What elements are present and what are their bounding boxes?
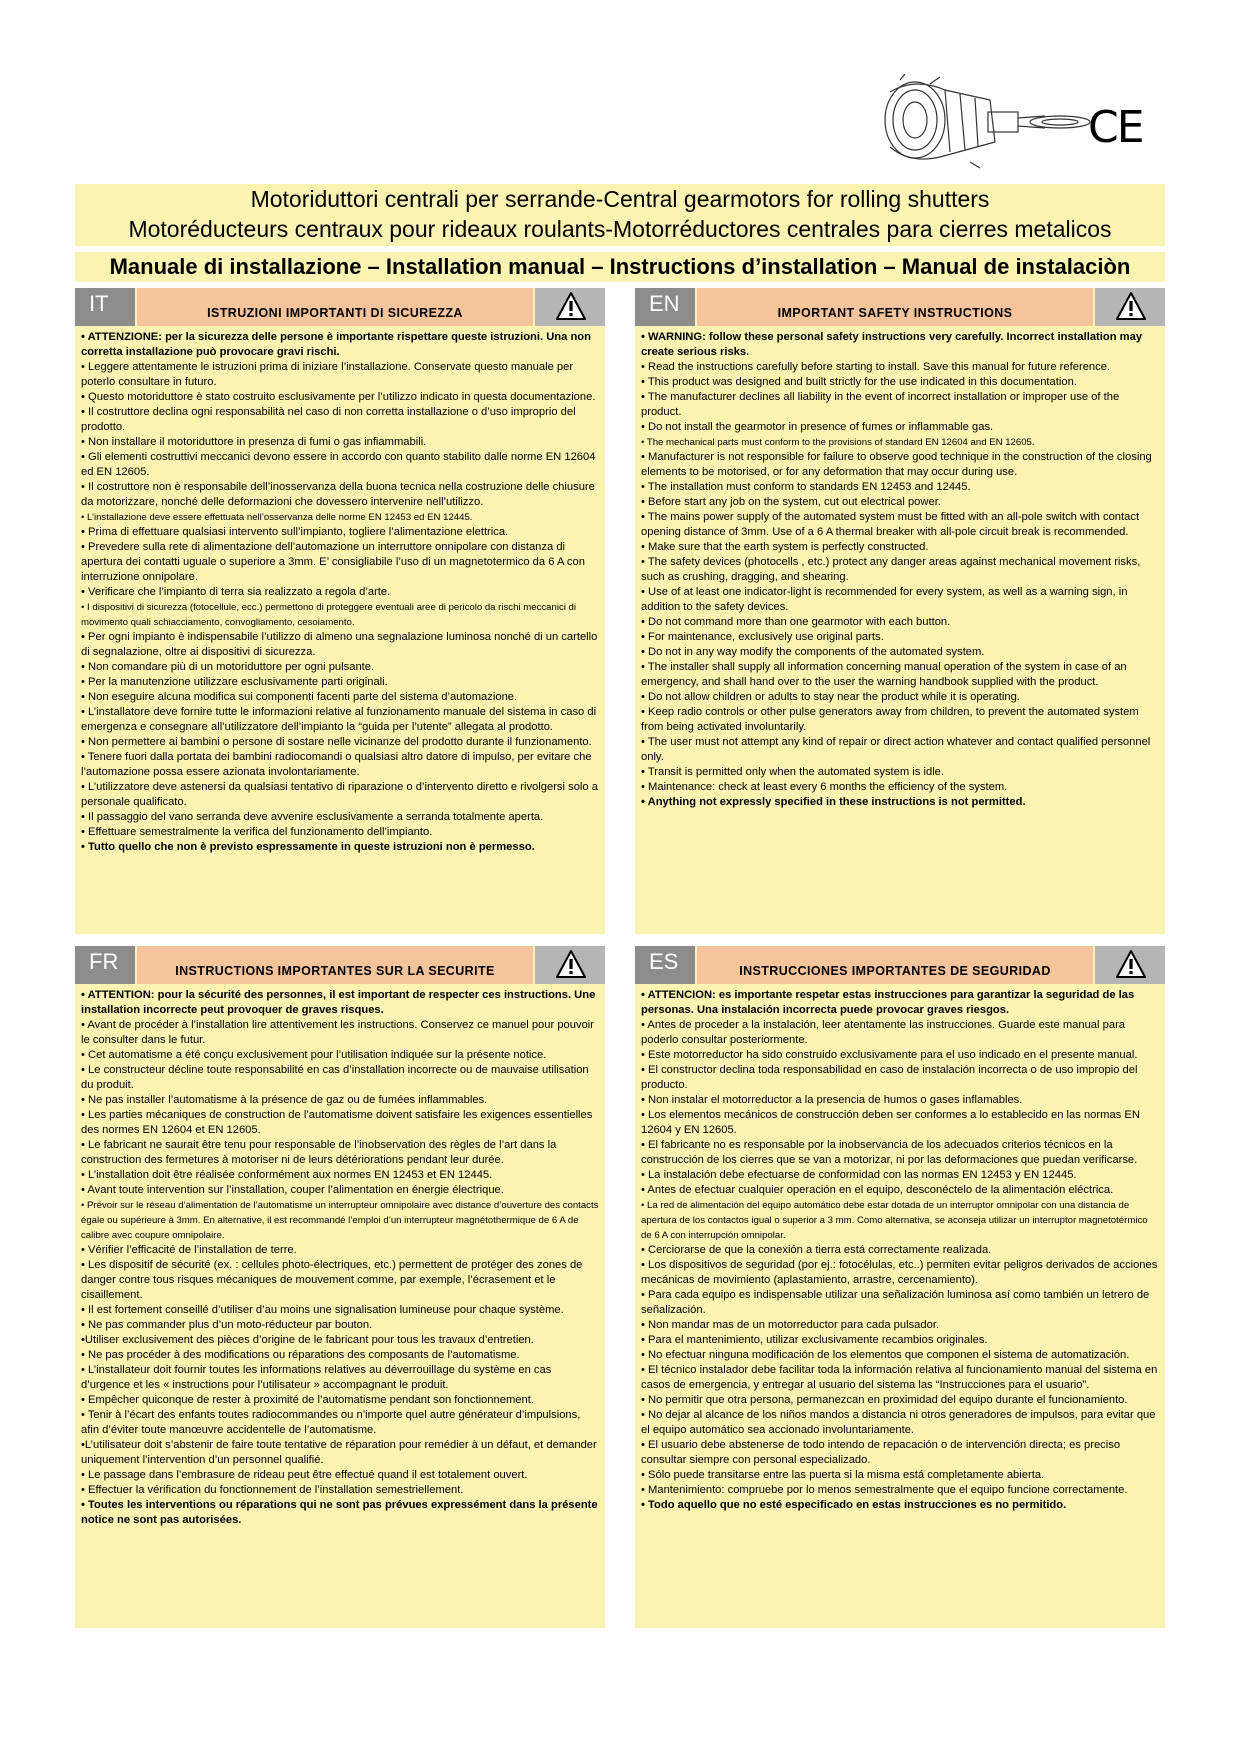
section-body <box>635 984 1165 1519</box>
instruction-item: • Cet automatisme a été conçu exclusivement pour l’utilisation indiquée sur la présente notice. <box>81 1049 547 1061</box>
instruction-item: • L’installation doit être réalisée conformément aux normes EN 12453 et EN 12445. <box>81 1169 493 1181</box>
warning-box <box>1095 288 1165 326</box>
instruction-item: • Before start any job on the system, cut out electrical power. <box>641 496 941 508</box>
instruction-item: • Sólo puede transitarse entre las puerta si la misma está completamente abierta. <box>641 1469 1045 1481</box>
instruction-item: • Non mandar mas de un motorreductor para cada pulsador. <box>641 1319 940 1331</box>
header-graphics <box>870 72 1160 172</box>
instruction-item: • Le constructeur décline toute responsabilité en cas d’installation incorrecte ou de mauvaise utilisation du produit. <box>81 1064 589 1091</box>
gearmotor-illustration <box>870 72 1095 172</box>
instruction-item: • Antes de proceder a la instalación, leer atentamente las instrucciones. Guarde este manual para poderlo consultar posteriormente. <box>641 1019 1126 1046</box>
instruction-item: • The installer shall supply all information concerning manual operation of the system in case of an emergency, and shall hand over to the user the warning handbook supplied with the product. <box>641 661 1127 688</box>
instruction-item: • No dejar al alcance de los niños mandos a distancia ni otros generadores de impulsos, para evitar que el equipo automático sea accionado involuntariamente. <box>641 1409 1156 1436</box>
instruction-item: • El constructor declina toda responsabilidad en caso de instalación incorrecta o de uso impropio del producto. <box>641 1064 1138 1091</box>
instruction-item: • Este motorreductor ha sido construido exclusivamente para el uso indicado en el presente manual. <box>641 1049 1138 1061</box>
instruction-item: • ATTENTION: pour la sécurité des personnes, il est important de respecter ces instructions. Une installation incorrecte peut provoquer de graves risques. <box>81 989 596 1016</box>
instruction-item: • Avant toute intervention sur l’installation, couper l’alimentation en énergie électrique. <box>81 1184 504 1196</box>
instruction-item: • Los dispositivos de seguridad (por ej.: fotocélulas, etc..) permiten evitar peligros derivados de acciones mecánicas de movimiento (aplastamiento, arrastre, cercenamiento). <box>641 1259 1158 1286</box>
section-en <box>635 288 1165 934</box>
instruction-item: • El fabricante no es responsable por la inobservancia de los adecuados criterios técnicos en la construcción de los cierres que se van a motorizar, ni por las deformaciones que puedan verificarse. <box>641 1139 1138 1166</box>
instruction-item: • Ne pas installer l’automatisme à la présence de gaz ou de fumées inflammables. <box>81 1094 488 1106</box>
instruction-item: • Verificare che l’impianto di terra sia realizzato a regola d’arte. <box>81 586 391 598</box>
subtitle-band <box>75 252 1165 282</box>
language-code: ES <box>635 946 695 984</box>
section-header <box>635 946 1165 984</box>
instruction-item: • Vérifier l’efficacité de l’installation de terre. <box>81 1244 297 1256</box>
instruction-item: • The safety devices (photocells , etc.) protect any danger areas against mechanical movement risks, such as crushing, dragging, and shearing. <box>641 556 1141 583</box>
instruction-item: • Leggere attentamente le istruzioni prima di iniziare l’installazione. Conservate questo manuale per poterlo consultare in futuro. <box>81 361 574 388</box>
instruction-item: • The mechanical parts must conform to the provisions of standard EN 12604 and EN 12605. <box>641 437 1035 448</box>
instruction-item: • Manufacturer is not responsible for failure to observe good technique in the construction of the closing elements to be motorised, or for any deformation that may occur during use. <box>641 451 1152 478</box>
instruction-item: • Ne pas commander plus d’un moto-réducteur par bouton. <box>81 1319 373 1331</box>
instruction-item: • No permitir que otra persona, permanezcan en proximidad del equipo durante el funcionamiento. <box>641 1394 1128 1406</box>
instruction-item: • Do not in any way modify the components of the automated system. <box>641 646 985 658</box>
instruction-item: • ATTENCION: es importante respetar estas instrucciones para garantizar la seguridad de las personas. Una instalación incorrecta puede provocar graves riesgos. <box>641 989 1135 1016</box>
section-heading: INSTRUCCIONES IMPORTANTES DE SEGURIDAD <box>697 946 1093 984</box>
instruction-item: •Utiliser exclusivement des pièces d’origine de le fabricant pour tous les travaux d’entretien. <box>81 1334 534 1346</box>
instruction-item: • Cerciorarse de que la conexión a tierra está correctamente realizada. <box>641 1244 992 1256</box>
instruction-item: • Non eseguire alcuna modifica sui componenti facenti parte del sistema d’automazione. <box>81 691 518 703</box>
instruction-item: • Avant de procéder à l’installation lire attentivement les instructions. Conservez ce manuel pour pouvoir le consulter dans le futur. <box>81 1019 595 1046</box>
ce-mark: CE <box>1088 102 1143 153</box>
section-it <box>75 288 605 934</box>
instruction-item: • Do not install the gearmotor in presence of fumes or inflammable gas. <box>641 421 994 433</box>
instruction-item: • Keep radio controls or other pulse generators away from children, to prevent the automated system from being activated involuntarily. <box>641 706 1139 733</box>
instruction-item: • Transit is permitted only when the automated system is idle. <box>641 766 945 778</box>
instruction-item: • No efectuar ninguna modificación de los elementos que componen el sistema de automatización. <box>641 1349 1130 1361</box>
instruction-item: • Per ogni impianto è indispensabile l’utilizzo di almeno una segnalazione luminosa nonché di un cartello di segnalazione, oltre ai dispositivi di sicurezza. <box>81 631 598 658</box>
instruction-item: • The installation must conform to standards EN 12453 and 12445. <box>641 481 971 493</box>
instruction-item: • This product was designed and built strictly for the use indicated in this documentation. <box>641 376 1077 388</box>
instruction-item: • Il costruttore declina ogni responsabilità nel caso di non corretta installazione o d’uso improprio del prodotto. <box>81 406 576 433</box>
warning-box <box>1095 946 1165 984</box>
section-heading: IMPORTANT SAFETY INSTRUCTIONS <box>697 288 1093 326</box>
subtitle: Manuale di installazione – Installation manual – Instructions d’installation – Manual de instalaciòn <box>109 254 1131 279</box>
instruction-item: •L’utilisateur doit s’abstenir de faire toute tentative de réparation pour remédier à un défaut, et demander uniquement l’intervention d’un personnel qualifié. <box>81 1439 597 1466</box>
instruction-item: • Prevedere sulla rete di alimentazione dell’automazione un interruttore onnipolare con distanza di apertura dei contatti uguale o superiore a 3mm. E’ consigliabile l’uso di un magnetotermico da 6 A con interruzione onnipolare. <box>81 541 585 583</box>
instruction-item: • Tenere fuori dalla portata dei bambini radiocomandi o qualsiasi altro datore di impulso, per evitare che l’automazione possa essere azionata involontariamente. <box>81 751 592 778</box>
instruction-item: • El usuario debe abstenerse de todo intendo de repacación o de intervención directa; es preciso consultar siempre con personal especializado. <box>641 1439 1121 1466</box>
instruction-item: • La red de alimentación del equipo automático debe estar dotada de un interruptor omnipolar con una distancia de apertura de los contactos igual o superior a 3 mm. Como alternativa, se aconseja utilizar un interruptor magnetotérmico de 6 A con interrupción omnipolar. <box>641 1200 1148 1241</box>
instruction-item: • Tenir à l’écart des enfants toutes radiocommandes ou n’importe quel autre générateur d’impulsions, afin d’éviter toute manœuvre accidentelle de l’automatisme. <box>81 1409 581 1436</box>
instruction-item: • ATTENZIONE: per la sicurezza delle persone è importante rispettare queste istruzioni. Una non corretta installazione può provocare gravi rischi. <box>81 331 591 358</box>
instruction-item: • Le passage dans l’embrasure de rideau peut être effectué quand il est totalement ouvert. <box>81 1469 528 1481</box>
section-es <box>635 946 1165 1628</box>
instruction-item: • Antes de efectuar cualquier operación en el equipo, desconéctelo de la alimentación eléctrica. <box>641 1184 1114 1196</box>
instruction-item: • Les dispositif de sécurité (ex. : cellules photo-électriques, etc.) permettent de protéger des zones de danger contre tous risques mécaniques de mouvement comme, par exemple, l’écrasement et le cisaillement. <box>81 1259 583 1301</box>
instruction-item: • Questo motoriduttore è stato costruito esclusivamente per l’utilizzo indicato in questa documentazione. <box>81 391 596 403</box>
instruction-item: • Les parties mécaniques de construction de l’automatisme doivent satisfaire les exigences essentielles des normes EN 12604 et EN 12605. <box>81 1109 593 1136</box>
instruction-item: • Anything not expressly specified in these instructions is not permitted. <box>641 796 1026 808</box>
instruction-item: • La instalación debe efectuarse de conformidad con las normas EN 12453 y EN 12445. <box>641 1169 1077 1181</box>
warning-box <box>535 946 605 984</box>
section-header <box>635 288 1165 326</box>
instruction-item: • Non permettere ai bambini o persone di sostare nelle vicinanze del prodotto durante il funzionamento. <box>81 736 592 748</box>
title-line-1: Motoriduttori centrali per serrande-Central gearmotors for rolling shutters <box>250 186 990 212</box>
instruction-item: • Mantenimiento: compruebe por lo menos semestralmente que el equipo funcione correctamente. <box>641 1484 1128 1496</box>
instruction-item: • Effettuare semestralmente la verifica del funzionamento dell’impianto. <box>81 826 433 838</box>
instruction-item: • Prévoir sur le réseau d’alimentation de l’automatisme un interrupteur omnipolaire avec distance d’ouverture des contacts égale ou supérieure à 3mm. En alternative, il est recommandé l’emploi d’un interrupteur magnétothermique de 6 A de calibre avec coupure omnipolaire. <box>81 1200 599 1241</box>
title-band <box>75 184 1165 246</box>
instruction-item: • Prima di effettuare qualsiasi intervento sull’impianto, togliere l’alimentazione elettrica. <box>81 526 509 538</box>
instruction-item: • Non comandare più di un motoriduttore per ogni pulsante. <box>81 661 375 673</box>
section-header <box>75 946 605 984</box>
instruction-item: • Do not command more than one gearmotor with each button. <box>641 616 951 628</box>
instruction-item: • Il est fortement conseillé d’utiliser d’au moins une signalisation lumineuse pour chaque système. <box>81 1304 564 1316</box>
instruction-item: • Make sure that the earth system is perfectly constructed. <box>641 541 929 553</box>
title-line-2: Motoréducteurs centraux pour rideaux roulants-Motorréductores centrales para cierres metalicos <box>128 216 1112 242</box>
section-heading: INSTRUCTIONS IMPORTANTES SUR LA SECURITE <box>137 946 533 984</box>
instruction-item: • L’installateur doit fournir toutes les informations relatives au déverrouillage du système en cas d’urgence et les « instructions pour l’utilisateur » accompagnant le produit. <box>81 1364 552 1391</box>
instruction-item: • The mains power supply of the automated system must be fitted with an all-pole switch with contact opening distance of 3mm. Use of a 6 A thermal breaker with all-pole circuit break is recommended. <box>641 511 1140 538</box>
section-body <box>75 326 605 861</box>
instruction-item: • The manufacturer declines all liability in the event of incorrect installation or improper use of the product. <box>641 391 1120 418</box>
instruction-item: • Use of at least one indicator-light is recommended for every system, as well as a warning sign, in addition to the safety devices. <box>641 586 1128 613</box>
instruction-item: • Read the instructions carefully before starting to install. Save this manual for future reference. <box>641 361 1111 373</box>
instruction-item: • Toutes les interventions ou réparations qui ne sont pas prévues expressément dans la présente notice ne sont pas autorisées. <box>81 1499 598 1526</box>
language-code: IT <box>75 288 135 326</box>
instruction-item: • El técnico instalador debe facilitar toda la información relativa al funcionamiento manual del sistema en casos de emergencia, y entregar al usuario del sistema las “Instrucciones para el usuario”. <box>641 1364 1158 1391</box>
instruction-item: • WARNING: follow these personal safety instructions very carefully. Incorrect installation may create serious risks. <box>641 331 1143 358</box>
instruction-item: • I dispositivi di sicurezza (fotocellule, ecc.) permettono di proteggere eventuali aree di pericolo da rischi meccanici di movimento quali schiacciamento, convogliamento, cesoiamento. <box>81 602 577 628</box>
warning-triangle-icon <box>1115 949 1147 979</box>
instruction-item: • Todo aquello que no esté especificado en estas instrucciones es no permitido. <box>641 1499 1067 1511</box>
warning-triangle-icon <box>555 949 587 979</box>
instruction-item: • L’installazione deve essere effettuata nell’osservanza delle norme EN 12453 ed EN 12445. <box>81 512 473 523</box>
instruction-item: • Maintenance: check at least every 6 months the efficiency of the system. <box>641 781 1008 793</box>
instruction-item: • Il passaggio del vano serranda deve avvenire esclusivamente a serranda totalmente aperta. <box>81 811 544 823</box>
instruction-item: • Per la manutenzione utilizzare esclusivamente parti originali. <box>81 676 388 688</box>
instruction-item: • Tutto quello che non è previsto espressamente in queste istruzioni non è permesso. <box>81 841 535 853</box>
instruction-item: • Empêcher quiconque de rester à proximité de l’automatisme pendant son fonctionnement. <box>81 1394 534 1406</box>
section-heading: ISTRUZIONI IMPORTANTI DI SICUREZZA <box>137 288 533 326</box>
instruction-item: • Effectuer la vérification du fonctionnement de l’installation semestriellement. <box>81 1484 464 1496</box>
instruction-item: • Para el mantenimiento, utilizar exclusivamente recambios originales. <box>641 1334 988 1346</box>
instruction-item: • Non installare il motoriduttore in presenza di fumi o gas infiammabili. <box>81 436 427 448</box>
instruction-item: • L’installatore deve fornire tutte le informazioni relative al funzionamento manuale del sistema in caso di emergenza e consegnare all’utilizzatore dell’impianto la “guida per l’utente” allegata al prodotto. <box>81 706 597 733</box>
language-code: EN <box>635 288 695 326</box>
instruction-item: • Los elementos mecánicos de construcción deben ser conformes a lo establecido en las normas EN 12604 y EN 12605. <box>641 1109 1140 1136</box>
language-code: FR <box>75 946 135 984</box>
section-header <box>75 288 605 326</box>
instruction-item: • For maintenance, exclusively use original parts. <box>641 631 884 643</box>
instruction-item: • Il costruttore non è responsabile dell’inosservanza della buona tecnica nella costruzione delle chiusure da motorizzare, nonché delle deformazioni che dovessero intervenire nell’utilizzo. <box>81 481 595 508</box>
instruction-item: • Gli elementi costruttivi meccanici devono essere in accordo con quanto stabilito dalle norme EN 12604 ed EN 12605. <box>81 451 596 478</box>
section-body <box>75 984 605 1534</box>
instruction-item: • Le fabricant ne saurait être tenu pour responsable de l’inobservation des règles de l’art dans la construction des fermetures à motoriser ni de leurs détériorations pendant leur durée. <box>81 1139 557 1166</box>
instruction-item: • Ne pas procéder à des modifications ou réparations des composants de l’automatisme. <box>81 1349 520 1361</box>
instruction-item: • The user must not attempt any kind of repair or direct action whatever and contact qualified personnel only. <box>641 736 1151 763</box>
instruction-item: • Do not allow children or adults to stay near the product while it is operating. <box>641 691 1020 703</box>
instruction-item: • Non instalar el motorreductor a la presencia de humos o gases inflamables. <box>641 1094 1023 1106</box>
warning-triangle-icon <box>555 291 587 321</box>
warning-box <box>535 288 605 326</box>
instruction-item: • L’utilizzatore deve astenersi da qualsiasi tentativo di riparazione o d’intervento diretto e rivolgersi solo a personale qualificato. <box>81 781 598 808</box>
section-fr <box>75 946 605 1628</box>
section-body <box>635 326 1165 816</box>
instruction-item: • Para cada equipo es indispensable utilizar una señalización luminosa así como también un letrero de señalización. <box>641 1289 1150 1316</box>
warning-triangle-icon <box>1115 291 1147 321</box>
